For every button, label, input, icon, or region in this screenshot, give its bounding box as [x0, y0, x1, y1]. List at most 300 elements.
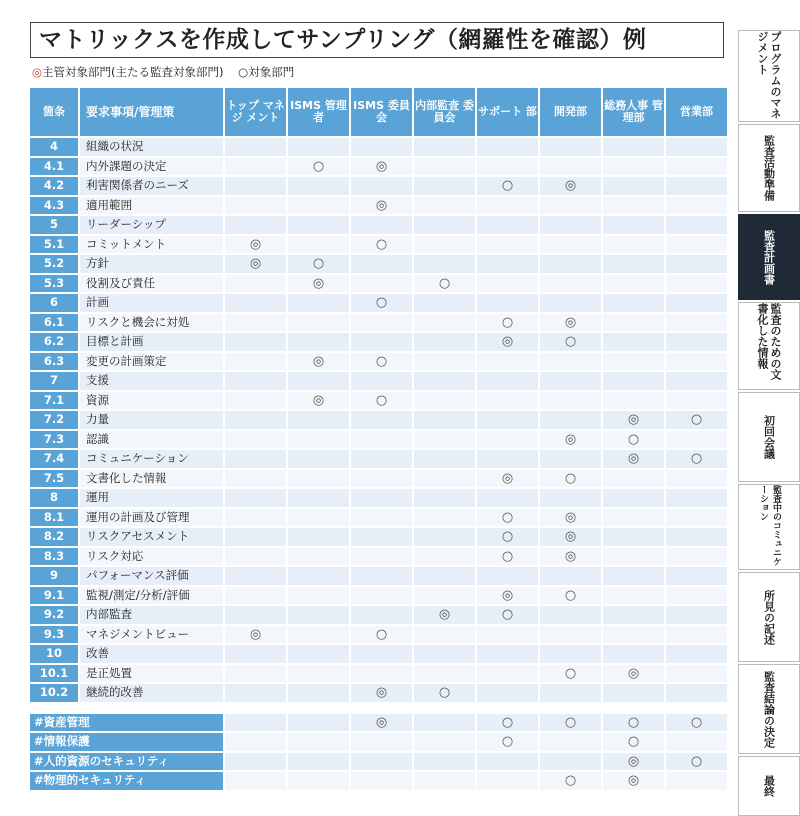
matrix-cell	[540, 753, 601, 771]
table-row	[30, 392, 727, 410]
matrix-cell	[666, 333, 727, 351]
matrix-cell	[351, 470, 412, 488]
tab-2[interactable]: 監査計画書	[738, 214, 800, 300]
requirement-label: 変更の計画策定	[80, 353, 223, 371]
header-row	[30, 88, 727, 136]
tab-3[interactable]: 監査のための文書化した情報	[738, 302, 800, 390]
matrix-cell	[351, 645, 412, 663]
matrix-cell	[225, 772, 286, 790]
matrix-cell: ○	[603, 714, 664, 732]
matrix-cell: ○	[351, 236, 412, 254]
table-row	[30, 489, 727, 507]
requirement-label: マネジメントビュー	[80, 626, 223, 644]
requirement-label: リーダーシップ	[80, 216, 223, 234]
requirement-label: リスクと機会に対処	[80, 314, 223, 332]
matrix-cell	[225, 138, 286, 156]
matrix-cell	[603, 392, 664, 410]
matrix-cell: ○	[540, 470, 601, 488]
matrix-cell	[477, 665, 538, 683]
matrix-cell	[477, 772, 538, 790]
matrix-cell	[414, 733, 475, 751]
matrix-cell	[288, 333, 349, 351]
matrix-cell	[477, 197, 538, 215]
matrix-cell: ◎	[540, 509, 601, 527]
matrix-cell	[414, 665, 475, 683]
matrix-cell	[477, 216, 538, 234]
table-row	[30, 411, 727, 429]
matrix-cell: ○	[288, 158, 349, 176]
matrix-cell	[666, 294, 727, 312]
matrix-cell	[351, 216, 412, 234]
requirement-label: 改善	[80, 645, 223, 663]
matrix-cell	[351, 567, 412, 585]
clause-number: 10.1	[30, 665, 78, 683]
matrix-cell	[414, 753, 475, 771]
column-header-8: 総務人事 管理部	[603, 88, 664, 136]
tab-4[interactable]: 初回会議	[738, 392, 800, 482]
matrix-cell	[477, 372, 538, 390]
matrix-cell	[603, 645, 664, 663]
matrix-cell	[477, 138, 538, 156]
matrix-cell	[666, 528, 727, 546]
matrix-cell	[225, 431, 286, 449]
matrix-cell	[666, 733, 727, 751]
matrix-cell	[477, 753, 538, 771]
matrix-cell	[351, 489, 412, 507]
matrix-cell	[666, 372, 727, 390]
matrix-cell: ○	[414, 684, 475, 702]
matrix-cell	[351, 138, 412, 156]
matrix-cell: ○	[477, 509, 538, 527]
matrix-cell	[477, 431, 538, 449]
matrix-cell: ◎	[603, 411, 664, 429]
matrix-cell	[414, 567, 475, 585]
section-spacer	[30, 704, 727, 712]
matrix-cell	[666, 158, 727, 176]
matrix-cell	[666, 392, 727, 410]
requirement-label: 認識	[80, 431, 223, 449]
requirement-label: 適用範囲	[80, 197, 223, 215]
matrix-cell	[477, 255, 538, 273]
matrix-cell	[414, 626, 475, 644]
matrix-cell	[603, 333, 664, 351]
table-row	[30, 197, 727, 215]
matrix-cell	[225, 177, 286, 195]
matrix-cell	[414, 177, 475, 195]
matrix-cell	[288, 753, 349, 771]
clause-number: 5.1	[30, 236, 78, 254]
matrix-cell: ○	[666, 411, 727, 429]
matrix-cell	[477, 450, 538, 468]
clause-number: 4.2	[30, 177, 78, 195]
matrix-cell	[666, 684, 727, 702]
matrix-cell	[477, 411, 538, 429]
matrix-cell: ◎	[603, 772, 664, 790]
clause-number: 4	[30, 138, 78, 156]
matrix-cell: ○	[540, 665, 601, 683]
table-row	[30, 567, 727, 585]
matrix-cell	[666, 431, 727, 449]
table-row	[30, 509, 727, 527]
matrix-cell	[540, 255, 601, 273]
matrix-cell	[603, 606, 664, 624]
requirement-label: 文書化した情報	[80, 470, 223, 488]
matrix-cell: ○	[477, 606, 538, 624]
tab-5[interactable]: 監査中のコミュニケーション	[738, 484, 800, 570]
matrix-cell	[225, 714, 286, 732]
column-header-3: ISMS 管理者	[288, 88, 349, 136]
matrix-cell	[288, 470, 349, 488]
matrix-cell	[414, 489, 475, 507]
matrix-cell	[225, 753, 286, 771]
requirement-label: 計画	[80, 294, 223, 312]
matrix-cell	[351, 606, 412, 624]
matrix-cell	[666, 197, 727, 215]
table-row	[30, 450, 727, 468]
matrix-cell	[225, 470, 286, 488]
matrix-cell	[414, 216, 475, 234]
matrix-cell	[603, 177, 664, 195]
requirement-label: 継続的改善	[80, 684, 223, 702]
matrix-cell	[414, 470, 475, 488]
requirement-label: 役割及び責任	[80, 275, 223, 293]
matrix-cell: ◎	[351, 714, 412, 732]
matrix-cell: ○	[540, 333, 601, 351]
matrix-cell	[414, 431, 475, 449]
matrix-cell: ◎	[288, 353, 349, 371]
matrix-cell: ◎	[540, 548, 601, 566]
clause-number: 6	[30, 294, 78, 312]
matrix-cell	[414, 314, 475, 332]
matrix-cell	[225, 411, 286, 429]
matrix-cell	[477, 275, 538, 293]
requirement-label: コミットメント	[80, 236, 223, 254]
matrix-cell	[414, 714, 475, 732]
clause-number: 8.1	[30, 509, 78, 527]
matrix-cell: ○	[477, 177, 538, 195]
matrix-cell: ◎	[225, 626, 286, 644]
matrix-cell	[225, 528, 286, 546]
table-row	[30, 158, 727, 176]
table-row	[30, 470, 727, 488]
matrix-cell	[225, 333, 286, 351]
matrix-cell	[351, 450, 412, 468]
matrix-cell	[540, 353, 601, 371]
matrix-cell	[603, 275, 664, 293]
clause-number: 7.2	[30, 411, 78, 429]
matrix-cell	[603, 548, 664, 566]
requirement-label: 利害関係者のニーズ	[80, 177, 223, 195]
matrix-cell	[414, 392, 475, 410]
matrix-cell	[477, 294, 538, 312]
matrix-cell: ○	[414, 275, 475, 293]
matrix-cell	[477, 236, 538, 254]
clause-number: 8.2	[30, 528, 78, 546]
matrix-cell	[666, 216, 727, 234]
tab-6[interactable]: 所見の記述	[738, 572, 800, 662]
requirement-label: 目標と計画	[80, 333, 223, 351]
matrix-cell	[225, 684, 286, 702]
requirement-label: コミュニケーション	[80, 450, 223, 468]
category-label: #人的資源のセキュリティ	[30, 753, 223, 771]
matrix-cell	[540, 138, 601, 156]
matrix-cell	[666, 275, 727, 293]
requirement-label: 監視/測定/分析/評価	[80, 587, 223, 605]
category-row	[30, 753, 727, 771]
matrix-cell	[288, 684, 349, 702]
matrix-cell: ○	[477, 733, 538, 751]
matrix-cell	[666, 470, 727, 488]
matrix-cell: ◎	[351, 197, 412, 215]
matrix-cell	[414, 138, 475, 156]
table-row	[30, 138, 727, 156]
table-row	[30, 333, 727, 351]
matrix-cell	[477, 353, 538, 371]
matrix-cell	[351, 431, 412, 449]
table-row	[30, 606, 727, 624]
matrix-cell	[540, 450, 601, 468]
matrix-cell	[225, 275, 286, 293]
matrix-cell	[225, 587, 286, 605]
matrix-cell	[603, 216, 664, 234]
matrix-cell	[225, 567, 286, 585]
matrix-body	[30, 138, 727, 790]
matrix-cell	[540, 216, 601, 234]
matrix-cell	[603, 528, 664, 546]
matrix-cell: ◎	[603, 450, 664, 468]
matrix-cell	[666, 548, 727, 566]
matrix-cell	[477, 489, 538, 507]
matrix-cell	[603, 470, 664, 488]
matrix-cell	[603, 158, 664, 176]
matrix-cell: ◎	[225, 255, 286, 273]
matrix-cell: ◎	[477, 587, 538, 605]
matrix-cell	[288, 294, 349, 312]
clause-number: 7.5	[30, 470, 78, 488]
matrix-cell	[351, 411, 412, 429]
table-row	[30, 372, 727, 390]
matrix-cell	[225, 294, 286, 312]
matrix-cell: ◎	[540, 177, 601, 195]
matrix-cell	[666, 236, 727, 254]
matrix-cell: ◎	[540, 528, 601, 546]
matrix-cell: ◎	[603, 665, 664, 683]
table-row	[30, 684, 727, 702]
table-row	[30, 236, 727, 254]
requirement-label: 是正処置	[80, 665, 223, 683]
requirement-label: 運用の計画及び管理	[80, 509, 223, 527]
matrix-cell	[540, 236, 601, 254]
matrix-cell	[477, 684, 538, 702]
matrix-cell	[288, 431, 349, 449]
category-label: #物理的セキュリティ	[30, 772, 223, 790]
matrix-cell	[666, 567, 727, 585]
matrix-cell	[603, 567, 664, 585]
matrix-cell	[288, 626, 349, 644]
matrix-cell	[288, 411, 349, 429]
clause-number: 10.2	[30, 684, 78, 702]
matrix-cell	[540, 733, 601, 751]
matrix-cell	[288, 714, 349, 732]
requirement-label: 方針	[80, 255, 223, 273]
matrix-cell	[225, 392, 286, 410]
matrix-cell	[414, 236, 475, 254]
matrix-cell: ○	[666, 714, 727, 732]
matrix-cell	[288, 606, 349, 624]
matrix-cell	[414, 548, 475, 566]
clause-number: 5	[30, 216, 78, 234]
matrix-cell	[414, 450, 475, 468]
clause-number: 7	[30, 372, 78, 390]
matrix-cell: ◎	[414, 606, 475, 624]
legend-double-text: 主管対象部門(主たる監査対象部門)	[42, 65, 224, 79]
clause-number: 4.1	[30, 158, 78, 176]
clause-number: 7.3	[30, 431, 78, 449]
matrix-cell	[414, 528, 475, 546]
sampling-matrix	[28, 86, 729, 792]
matrix-cell	[666, 772, 727, 790]
requirement-label: 内外課題の決定	[80, 158, 223, 176]
legend-single-text: 対象部門	[248, 65, 295, 79]
matrix-cell	[288, 645, 349, 663]
column-header-1: 要求事項/管理策	[80, 88, 223, 136]
table-row	[30, 645, 727, 663]
matrix-cell	[666, 509, 727, 527]
matrix-cell	[288, 665, 349, 683]
matrix-cell	[414, 587, 475, 605]
matrix-cell	[225, 197, 286, 215]
matrix-cell: ○	[477, 528, 538, 546]
matrix-cell	[351, 333, 412, 351]
matrix-cell	[666, 314, 727, 332]
matrix-cell	[414, 333, 475, 351]
matrix-cell	[540, 392, 601, 410]
matrix-cell	[351, 733, 412, 751]
matrix-cell	[603, 197, 664, 215]
matrix-cell: ◎	[351, 158, 412, 176]
table-row	[30, 294, 727, 312]
column-header-6: サポート 部	[477, 88, 538, 136]
category-row	[30, 733, 727, 751]
matrix-cell	[288, 236, 349, 254]
side-tabs	[738, 30, 800, 800]
matrix-cell	[666, 665, 727, 683]
tab-7[interactable]: 監査結論の決定	[738, 664, 800, 754]
matrix-cell	[666, 138, 727, 156]
legend-single-symbol: ○	[238, 65, 249, 79]
clause-number: 7.1	[30, 392, 78, 410]
table-row	[30, 528, 727, 546]
matrix-cell	[414, 255, 475, 273]
matrix-cell	[540, 275, 601, 293]
table-row	[30, 314, 727, 332]
matrix-cell	[288, 314, 349, 332]
clause-number: 6.2	[30, 333, 78, 351]
section-spacer-cell	[30, 704, 727, 712]
matrix-cell	[225, 314, 286, 332]
column-header-9: 営業部	[666, 88, 727, 136]
requirement-label: 組織の状況	[80, 138, 223, 156]
matrix-cell	[351, 255, 412, 273]
requirement-label: 内部監査	[80, 606, 223, 624]
tab-0[interactable]: プログラムのマネジメント	[738, 30, 800, 122]
matrix-cell: ○	[477, 548, 538, 566]
matrix-cell	[225, 509, 286, 527]
requirement-label: 支援	[80, 372, 223, 390]
matrix-cell: ◎	[540, 431, 601, 449]
matrix-cell	[351, 509, 412, 527]
matrix-cell	[225, 489, 286, 507]
matrix-cell: ◎	[603, 753, 664, 771]
matrix-cell	[603, 372, 664, 390]
matrix-cell	[603, 314, 664, 332]
clause-number: 8.3	[30, 548, 78, 566]
clause-number: 7.4	[30, 450, 78, 468]
clause-number: 5.2	[30, 255, 78, 273]
tab-1[interactable]: 監査活動準備	[738, 124, 800, 212]
matrix-cell: ○	[603, 733, 664, 751]
matrix-cell	[540, 626, 601, 644]
matrix-cell	[603, 626, 664, 644]
matrix-cell	[666, 587, 727, 605]
matrix-cell	[603, 489, 664, 507]
matrix-cell	[414, 353, 475, 371]
matrix-cell	[225, 733, 286, 751]
matrix-cell	[351, 772, 412, 790]
matrix-cell	[288, 528, 349, 546]
tab-8[interactable]: 最終	[738, 756, 800, 816]
matrix-cell	[414, 411, 475, 429]
matrix-cell	[603, 138, 664, 156]
matrix-cell	[351, 587, 412, 605]
matrix-cell: ○	[666, 753, 727, 771]
matrix-cell	[225, 372, 286, 390]
matrix-cell	[414, 197, 475, 215]
matrix-cell: ○	[351, 353, 412, 371]
requirement-label: 力量	[80, 411, 223, 429]
matrix-cell	[540, 197, 601, 215]
table-row	[30, 431, 727, 449]
matrix-cell: ◎	[477, 333, 538, 351]
clause-number: 9.1	[30, 587, 78, 605]
legend-double-symbol: ◎	[32, 65, 43, 79]
matrix-cell: ○	[351, 392, 412, 410]
matrix-cell	[603, 509, 664, 527]
matrix-cell	[666, 606, 727, 624]
matrix-cell: ○	[603, 431, 664, 449]
matrix-cell	[477, 567, 538, 585]
matrix-cell	[603, 684, 664, 702]
table-row	[30, 255, 727, 273]
matrix-cell	[414, 158, 475, 176]
clause-number: 10	[30, 645, 78, 663]
matrix-cell	[288, 450, 349, 468]
matrix-cell	[666, 177, 727, 195]
column-header-0: 箇条	[30, 88, 78, 136]
matrix-cell	[603, 236, 664, 254]
table-row	[30, 353, 727, 371]
clause-number: 5.3	[30, 275, 78, 293]
table-row	[30, 275, 727, 293]
clause-number: 4.3	[30, 197, 78, 215]
matrix-cell	[225, 450, 286, 468]
category-row	[30, 714, 727, 732]
matrix-cell	[603, 255, 664, 273]
matrix-cell	[666, 489, 727, 507]
matrix-cell: ◎	[477, 470, 538, 488]
table-row	[30, 548, 727, 566]
matrix-cell	[288, 372, 349, 390]
